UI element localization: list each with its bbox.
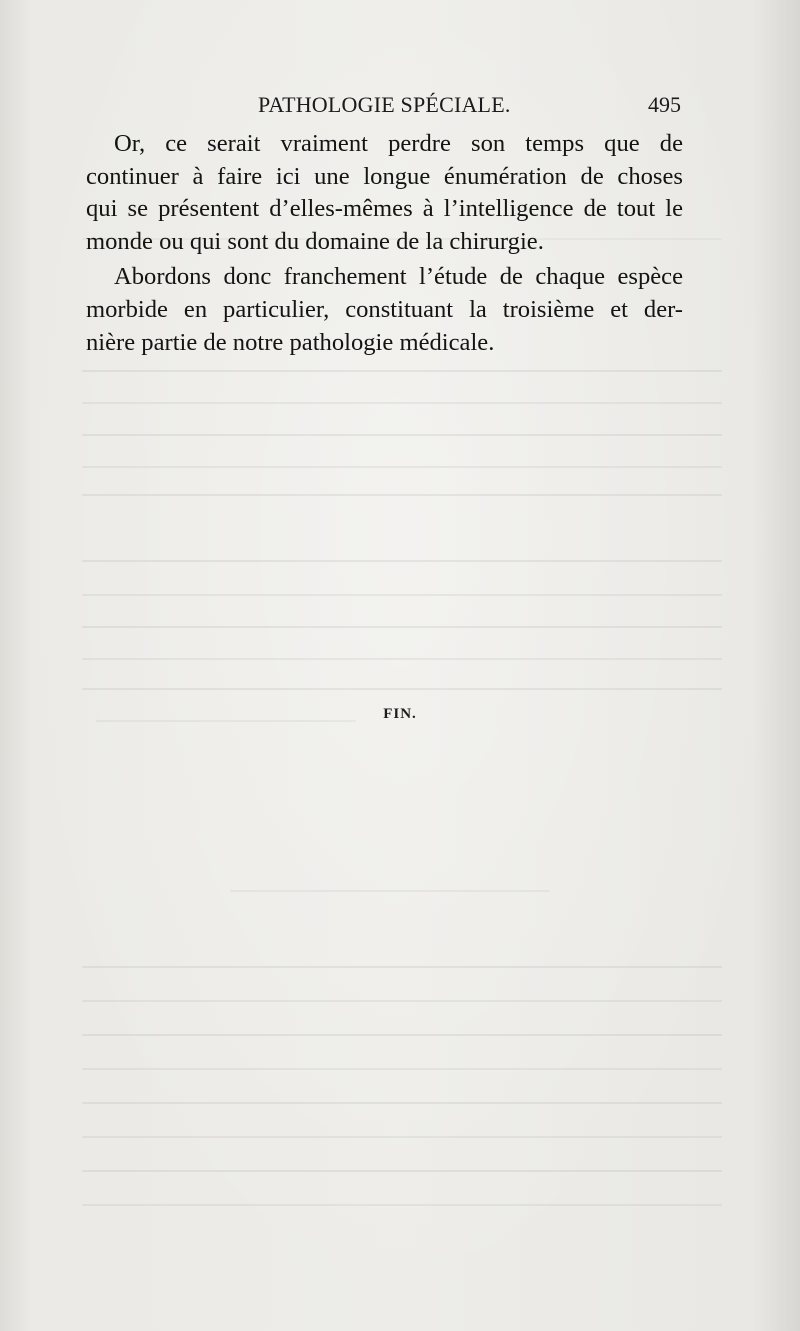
show-through	[82, 1204, 722, 1206]
show-through	[82, 1068, 722, 1070]
show-through	[82, 658, 722, 660]
text-line: Abordons donc franchement l’étude de chaque espèce	[114, 263, 683, 291]
text-line: nière partie de notre pathologie médicale.	[86, 328, 495, 356]
show-through	[82, 1102, 722, 1104]
show-through	[82, 966, 722, 968]
paragraph	[86, 261, 683, 359]
text-line: continuer à faire ici une longue énumération de choses	[86, 162, 683, 190]
show-through	[82, 1034, 722, 1036]
show-through	[82, 1136, 722, 1138]
show-through	[82, 434, 722, 436]
show-through	[82, 1170, 722, 1172]
show-through	[82, 560, 722, 562]
show-through	[230, 890, 550, 892]
show-through	[82, 688, 722, 690]
running-head	[86, 92, 681, 122]
text-line: Or, ce serait vraiment perdre son temps que de	[114, 130, 683, 157]
show-through	[82, 370, 722, 372]
show-through	[82, 1000, 722, 1002]
running-head-title: PATHOLOGIE SPÉCIALE.	[258, 92, 511, 117]
page-number: 495	[648, 92, 681, 117]
show-through	[82, 494, 722, 496]
body-text	[86, 128, 683, 362]
show-through	[82, 466, 722, 468]
end-mark: FIN.	[383, 706, 417, 722]
show-through	[82, 626, 722, 628]
show-through	[82, 594, 722, 596]
show-through	[82, 402, 722, 404]
text-line: morbide en particulier, constituant la troisième et der-	[86, 295, 683, 323]
paragraph	[86, 128, 683, 258]
text-line: qui se présentent d’elles-mêmes à l’intelligence de tout le	[86, 195, 683, 223]
text-line: monde ou qui sont du domaine de la chirurgie.	[86, 227, 544, 255]
